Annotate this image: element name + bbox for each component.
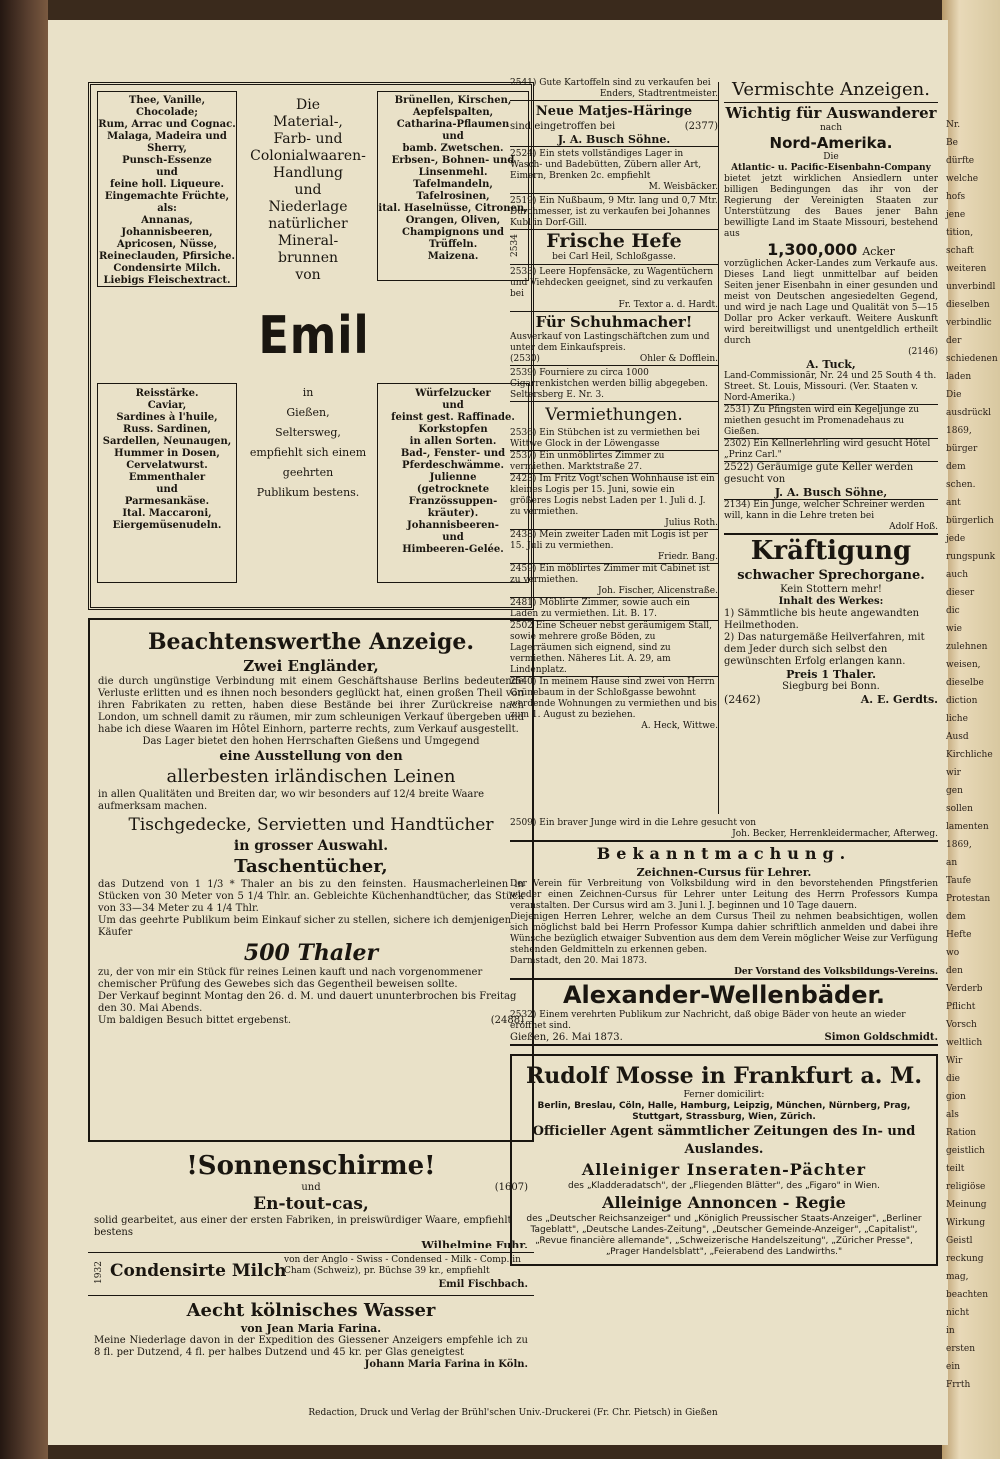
edge-fragment: wo	[946, 948, 960, 958]
edge-fragment: beachten	[946, 1290, 989, 1300]
edge-fragment: schiedenen	[946, 354, 998, 364]
fischbach-tl-line: Thee, Vanille, Chocolade;	[128, 95, 206, 118]
sonnen-name: Wilhelmine Fuhr.	[421, 1239, 528, 1248]
fischbach-bl-line: Reisstärke.	[135, 388, 199, 399]
fischbach-tr-line: ital. Haselnüsse, Citronen,	[378, 203, 528, 214]
edge-fragment: rungspunk	[946, 552, 996, 562]
column-rule	[718, 82, 719, 814]
fischbach-tl-line: Eingemachte Früchte,	[104, 191, 230, 202]
wide-b1: Der Verein für Verbreitung von Volksbildung wird in den bevorstehenden Pfingstferien wieder einen Zeichnen-Cursus für Lehrer unter Leitung des Herrn Professors Kumpa veranstalten. Der Cursus wird am 3. Juni l. J. beginnen und 10 Tage dauern.	[510, 879, 938, 911]
edge-fragment: Hefte	[946, 930, 972, 940]
fischbach-br-line: in allen Sorten.	[409, 436, 497, 447]
edge-fragment: reckung	[946, 1254, 984, 1264]
koeln-name: Johann Maria Farina in Köln.	[364, 1359, 528, 1370]
edge-fragment: Nr.	[946, 120, 961, 130]
fischbach-name	[91, 299, 534, 373]
mid-a7t: Für Schuhmacher!	[535, 313, 693, 331]
mid-v1: 2536) Ein Stübchen ist zu vermiethen bei Wittwe Glock in der Löwengasse	[510, 428, 718, 451]
mid-v3n: Julius Roth.	[510, 518, 718, 530]
fischbach-bl-line: und	[156, 484, 178, 495]
edge-fragment: weiteren	[946, 264, 987, 274]
edge-fragment: gen	[946, 786, 963, 796]
edge-fragment: weltlich	[946, 1038, 983, 1048]
right-r1: 2531) Zu Pfingsten wird ein Kegeljunge zu miethen gesucht im Promenadehaus zu Gießen.	[724, 405, 938, 439]
wide-m5: des „Kladderadatsch", der „Fliegenden Blätter", des „Figaro" in Wien.	[568, 1181, 880, 1191]
fischbach-top-right	[377, 91, 529, 281]
edge-fragment: Pflicht	[946, 1002, 976, 1012]
fischbach-tr-line: bamb. Zwetschen.	[402, 143, 504, 154]
mid-v3: 2423) Im Fritz Vogt'schen Wohnhause ist ein kleines Logis per 15. Juni, sowie ein größeres Logis nebst Laden per 1. Juli d. J. zu vermiethen.	[510, 474, 715, 517]
fischbach-bc-line: Gießen,	[286, 406, 330, 419]
fischbach-bl-line: Parmesankäse.	[124, 496, 210, 507]
sonnen-num: (1607)	[494, 1182, 528, 1193]
wide-bn: Der Vorstand des Volksbildungs-Vereins.	[510, 967, 938, 980]
edge-fragment: unverbindl	[946, 282, 996, 292]
fischbach-bl-line: Sardellen, Neunaugen,	[102, 436, 232, 447]
edge-fragment: tition,	[946, 228, 974, 238]
sonnen-und: und	[301, 1182, 321, 1193]
edge-fragment: bürger	[946, 444, 978, 454]
right-r3: 2522) Geräumige gute Keller werden gesucht von	[724, 462, 914, 485]
sonnen-sub: En-tout-cas,	[253, 1194, 369, 1214]
right-k6: 2) Das naturgemäße Heilverfahren, mit dem Jeder durch sich selbst den gewünschten Erfolg erlangen kann.	[724, 632, 925, 667]
fischbach-tr-line: Tafelmandeln,	[413, 179, 493, 190]
beachtens-p5: Um das geehrte Publikum beim Einkauf sicher zu stellen, sichere ich demjenigen Käufer	[98, 915, 512, 938]
edge-fragment: diction	[946, 696, 978, 706]
fischbach-br-line: Johannisbeeren-	[407, 520, 499, 531]
fischbach-tl-line: Punsch-Essenze	[122, 155, 212, 166]
beachtens-p4: das Dutzend von 1 1/3 * Thaler an bis zu den feinsten. Hausmacherleinen in Stücken von 30 Meter von 5 1/4 Thlr. an. Gebleichte Küchenhandtücher, das Stück von 33—34 Meter zu 4 1/4 Thlr.	[98, 879, 524, 914]
fischbach-tl-line: feine holl. Liqueure.	[110, 179, 224, 190]
fischbach-ad	[88, 82, 534, 610]
fischbach-tr-line: Brünellen, Kirschen,	[394, 95, 512, 106]
edge-fragment: dem	[946, 912, 966, 922]
mid-a7n: Ohler & Dofflein.	[639, 354, 718, 364]
mid-v6: 2481) Möblirte Zimmer, sowie auch ein Laden zu vermiethen. Lit. B. 17.	[510, 598, 718, 621]
fischbach-tl-line: Liebigs Fleischextract.	[103, 275, 231, 286]
mid-a7num: (2530)	[510, 354, 540, 364]
fischbach-br-line: Julienne	[429, 472, 477, 483]
fischbach-bl-line: Eiergemüsenudeln.	[112, 520, 222, 531]
wide-w1: 2509) Ein braver Junge wird in die Lehre gesucht von	[510, 818, 757, 828]
right-acker: Acker	[862, 245, 895, 258]
right-head: Vermischte Anzeigen.	[724, 78, 938, 103]
edge-fragment: Verderb	[946, 984, 983, 994]
edge-fragment: ein	[946, 1362, 961, 1372]
fischbach-br-line: Bad-, Fenster- und	[400, 448, 506, 459]
mid-v8: 2540) In meinem Hause sind zwei von Herrn Grünebaum in der Schloßgasse bewohnt werdende Wohnungen zu vermiethen und bis zum 1. August zu beziehen.	[510, 677, 717, 720]
fischbach-bl-line: Caviar,	[147, 400, 187, 411]
fischbach-tr-line: Aepfelspalten,	[412, 107, 494, 118]
wide-an: Simon Goldschmidt.	[824, 1032, 938, 1043]
edge-fragment: 1869,	[946, 840, 972, 850]
mid-a2t: Neue Matjes-Häringe	[535, 104, 693, 119]
fischbach-tc-line: Farb- und	[273, 131, 343, 147]
edge-fragment: der	[946, 336, 962, 346]
right-column	[724, 78, 938, 816]
mid-a6: 2533) Leere Hopfensäcke, zu Wagentüchern und Viehdecken geeignet, sind zu verkaufen bei	[510, 267, 714, 299]
right-t4: Die	[823, 152, 839, 162]
edge-fragment: Vorsch	[946, 1020, 977, 1030]
edge-fragment: dürfte	[946, 156, 975, 166]
fischbach-bottom-center	[243, 383, 373, 583]
edge-fragment: mag,	[946, 1272, 969, 1282]
beachtens-p7: Der Verkauf beginnt Montag den 26. d. M. und dauert ununterbrochen bis Freitag den 30. Mai Abends.	[98, 991, 517, 1014]
mid-v4n: Friedr. Bang.	[510, 552, 718, 564]
fischbach-tr-line: Linsenmehl.	[418, 167, 488, 178]
beachtens-h5: Taschentücher,	[234, 856, 388, 877]
edge-fragment: liche	[946, 714, 968, 724]
edge-fragment: bürgerlich	[946, 516, 994, 526]
beachtens-h4: in grosser Auswahl.	[233, 838, 389, 854]
wide-bs: Zeichnen-Cursus für Lehrer.	[636, 866, 812, 879]
edge-fragment: wie	[946, 624, 962, 634]
wide-bd: Darmstadt, den 20. Mai 1873.	[510, 956, 648, 966]
edge-fragment: Protestan	[946, 894, 991, 904]
fischbach-bc-line: empfiehlt sich einem	[249, 446, 367, 459]
edge-fragment: dieselbe	[946, 678, 984, 688]
fischbach-br-line: und	[442, 532, 464, 543]
mid-a2num: (2377)	[684, 121, 718, 132]
edge-fragment: gion	[946, 1092, 966, 1102]
mid-v8n: A. Heck, Wittwe.	[641, 721, 718, 731]
wide-section	[510, 818, 938, 1418]
fischbach-br-line: Korkstopfen	[418, 424, 488, 435]
edge-fragment: lamenten	[946, 822, 989, 832]
mid-a4: 2519) Ein Nußbaum, 9 Mtr. lang und 0,7 Mtr. Durchmesser, ist zu verkaufen bei Johannes Kubl in Dorf-Gill.	[510, 196, 718, 228]
fischbach-bl-line: Hummer in Dosen,	[114, 448, 220, 459]
fischbach-bl-line: Russ. Sardinen,	[123, 424, 211, 435]
mid-v5n: Joh. Fischer, Alicenstraße.	[510, 586, 718, 598]
edge-fragment: Wirkung	[946, 1218, 986, 1228]
wide-bt: Bekanntmachung.	[596, 844, 852, 863]
middle-column	[510, 78, 718, 816]
newspaper-page	[48, 20, 948, 1445]
edge-fragment: sollen	[946, 804, 973, 814]
beachtens-ad	[88, 618, 534, 1142]
edge-fragment: an	[946, 858, 958, 868]
fischbach-bottom-left	[97, 383, 237, 583]
koeln-ad	[88, 1300, 534, 1380]
beachtens-h2: allerbesten irländischen Leinen	[166, 766, 456, 787]
wide-m4: Alleiniger Inseraten-Pächter	[581, 1160, 867, 1179]
edge-fragment: Taufe	[946, 876, 972, 886]
fischbach-bc-line: Seltersweg,	[275, 426, 341, 439]
mid-a6n: Fr. Textor a. d. Hardt.	[510, 300, 718, 312]
edge-fragment: als	[946, 1110, 959, 1120]
edge-fragment: wir	[946, 768, 961, 778]
edge-fragment: verbindlic	[946, 318, 992, 328]
imprint-footer: Redaction, Druck und Verlag der Brühl'schen Univ.-Druckerei (Fr. Chr. Pietsch) in Gießen	[308, 1408, 718, 1418]
right-k9num: (2462)	[724, 693, 761, 706]
edge-fragment: Be	[946, 138, 958, 148]
mid-v2: 2537) Ein unmöblirtes Zimmer zu vermiethen. Marktstraße 27.	[510, 451, 718, 474]
fischbach-tc-line: brunnen	[277, 250, 338, 266]
edge-fragment: weisen,	[946, 660, 981, 670]
edge-fragment: jede	[946, 534, 966, 544]
fischbach-br-line: Würfelzucker	[415, 388, 491, 399]
edge-fragment: ant	[946, 498, 961, 508]
fischbach-br-line: (getrocknete Französsuppen-	[408, 484, 498, 507]
fischbach-top-left	[97, 91, 237, 287]
wide-m3: Officieller Agent sämmtlicher Zeitungen des In- und Auslandes.	[532, 1124, 916, 1157]
milch-num: 1932	[93, 1261, 104, 1284]
koeln-p1: Meine Niederlage davon in der Expedition des Giessener Anzeigers empfehle ich zu 8 fl. per Dutzend, 4 fl. per halbes Dutzend und 45 kr. per Glas geneigtest	[94, 1335, 528, 1358]
right-k9: A. E. Gerdts.	[860, 693, 938, 706]
beachtens-h3: Tischgedecke, Servietten und Handtücher	[128, 815, 494, 835]
milch-title: Condensirte Milch	[110, 1261, 287, 1281]
milch-ad	[88, 1252, 534, 1296]
edge-fragment: teilt	[946, 1164, 965, 1174]
fischbach-title: Emil	[258, 306, 370, 366]
edge-fragment: nicht	[946, 1308, 970, 1318]
fischbach-tl-line: als:	[157, 203, 177, 214]
fischbach-tr-line: Catharina-Pflaumen	[396, 119, 510, 130]
mid-a1: 2541) Gute Kartoffeln sind zu verkaufen bei	[510, 78, 711, 88]
mid-v5: 2459) Ein möblirtes Zimmer mit Cabinet ist zu vermiethen.	[510, 564, 710, 585]
adjacent-page-text	[942, 0, 1000, 1459]
beachtens-sub: Zwei Engländer,	[243, 657, 379, 675]
edge-fragment: Wir	[946, 1056, 963, 1066]
edge-fragment: religiöse	[946, 1182, 986, 1192]
edge-fragment: Meinung	[946, 1200, 987, 1210]
fischbach-br-line: feinst gest. Raffinade.	[391, 412, 515, 423]
fischbach-tc-line: und	[294, 182, 322, 198]
fischbach-tc-line: Colonialwaaren-	[250, 148, 366, 164]
book-binding	[0, 0, 48, 1459]
right-k3: Kein Stottern mehr!	[780, 584, 882, 595]
beachtens-p6: zu, der von mir ein Stück für reines Leinen kauft und nach vorgenommener chemischer Prüfung des Gewebes sich das Gegentheil beweisen sollte.	[98, 967, 483, 990]
fischbach-tr-line: Tafelrosinen,	[416, 191, 490, 202]
beachtens-p2: Das Lager bietet den hohen Herrschaften Gießens und Umgegend	[142, 736, 480, 747]
milch-name: Emil Fischbach.	[438, 1279, 528, 1290]
edge-fragment: dem	[946, 462, 966, 472]
mid-a2: sind eingetroffen bei	[510, 121, 616, 132]
fischbach-tl-line: und	[156, 167, 178, 178]
edge-fragment: zulehnen	[946, 642, 988, 652]
edge-fragment: Frrth	[946, 1380, 971, 1390]
wide-m1: Ferner domicilirt:	[683, 1090, 765, 1100]
edge-fragment: Geistl	[946, 1236, 973, 1246]
fischbach-tc-line: Material-,	[273, 114, 343, 130]
fischbach-bc-line: in	[302, 386, 314, 399]
fischbach-tl-line: Condensirte Milch.	[113, 263, 221, 274]
fischbach-br-line: und	[442, 400, 464, 411]
right-name: A. Tuck,	[806, 358, 856, 371]
mid-v7: 2502 Eine Scheuer nebst geräumigem Stall, sowie mehrere große Böden, zu Lagerräumen sich eignend, sind zu vermiethen. Näheres Lit. A. 29, am Lindenplatz.	[510, 621, 718, 677]
right-p3: Land-Commissionär, Nr. 24 und 25 South 4 th. Street. St. Louis, Missouri. (Ver. Staaten v. Nord-Amerika.)	[724, 371, 937, 403]
fischbach-tl-line: Malaga, Madeira und Sherry,	[107, 131, 227, 154]
edge-fragment: laden	[946, 372, 972, 382]
right-r4: 2134) Ein Junge, welcher Schreiner werden will, kann in die Lehre treten bei	[724, 500, 925, 521]
fischbach-bc-line: geehrten	[282, 466, 334, 479]
edge-fragment: schen.	[946, 480, 976, 490]
fischbach-bl-line: Ital. Maccaroni,	[122, 508, 212, 519]
mid-a5: bei Carl Heil, Schloßgasse.	[552, 252, 676, 262]
fischbach-tl-line: Rum, Arrac und Cognac.	[98, 119, 236, 130]
fischbach-tr-line: Champignons und	[402, 227, 504, 238]
edge-fragment: Ausd	[946, 732, 969, 742]
wide-w1n: Joh. Becker, Herrenkleidermacher, Afterweg.	[510, 829, 938, 842]
edge-fragment: hofs	[946, 192, 966, 202]
mid-a1n: Enders, Stadtrentmeister.	[510, 89, 718, 101]
beachtens-h6: 500 Thaler	[243, 940, 379, 966]
fischbach-bottom-right	[377, 383, 529, 583]
koeln-title: Aecht kölnisches Wasser	[186, 1300, 436, 1321]
wide-m6: Alleinige Annoncen - Regie	[602, 1193, 846, 1212]
fischbach-tc-line: Die	[296, 97, 320, 113]
fischbach-tl-line: Annanas, Johannisbeeren,	[121, 215, 213, 238]
fischbach-bl-line: Emmenthaler	[128, 472, 206, 483]
right-k4: Inhalt des Werkes:	[778, 596, 884, 607]
fischbach-tr-line: und	[442, 131, 464, 142]
mid-a5t: Frische Hefe	[546, 230, 682, 252]
wide-m7: des „Deutscher Reichsanzeiger" und „Königlich Preussischer Staats-Anzeiger", „Berliner Tageblatt", „Deutsche Landes-Zeitung", „Deutscher Gemeinde-Anzeiger", „Capitalist", „Revue financière allemande", „Schweizerische Handelszeitung", „Züricher Presse", „Prager Handelsblatt", „Feierabend des Landwirths."	[526, 1214, 922, 1257]
sonnen-p1: solid gearbeitet, aus einer der ersten Fabriken, in preiswürdiger Waare, empfiehlt bestens	[94, 1215, 512, 1238]
fischbach-top-center	[243, 91, 373, 301]
fischbach-tc-line: natürlicher	[268, 216, 348, 232]
fischbach-tr-line: Orangen, Oliven,	[405, 215, 501, 226]
fischbach-tr-line: Erbsen-, Bohnen- und	[391, 155, 515, 166]
edge-fragment: geistlich	[946, 1146, 985, 1156]
right-t3: Nord-Amerika.	[769, 134, 893, 152]
wide-ad: Gießen, 26. Mai 1873.	[510, 1032, 623, 1043]
edge-fragment: auch	[946, 570, 968, 580]
wide-at: Alexander-Wellenbäder.	[562, 981, 886, 1009]
mid-a3n: M. Weisbäcker.	[510, 182, 718, 194]
right-p2: vorzüglichen Acker-Landes zum Verkaufe aus. Dieses Land liegt unmittelbar auf beiden Seiten jener Eisenbahn in einer gesunden und meist von Deutschen angesiedelten Gegend, und wird je nach Lage und Qualität von 5—15 Dollar pro Acker verkauft. Weitere Auskunft wird bereitwilligst und unentgeldlich ertheilt durch	[724, 259, 938, 346]
right-r4n: Adolf Hoß.	[724, 522, 938, 535]
mid-a5num: 2534	[510, 234, 520, 257]
edge-fragment: welche	[946, 174, 979, 184]
beachtens-p8: Um baldigen Besuch bittet ergebenst.	[98, 1015, 292, 1026]
beachtens-p3: in allen Qualitäten und Breiten dar, wo wir besonders auf 12/4 breite Waare aufmerksam machen.	[98, 789, 485, 812]
edge-fragment: jene	[946, 210, 966, 220]
wide-m2: Berlin, Breslau, Cöln, Halle, Hamburg, Leipzig, München, Nürnberg, Prag, Stuttgart, Strassburg, Wien, Zürich.	[537, 1101, 911, 1122]
right-t1: Wichtig für Auswanderer	[725, 104, 937, 122]
right-k1: Kräftigung	[750, 536, 912, 566]
right-t2: nach	[820, 123, 842, 133]
right-k2: schwacher Sprechorgane.	[737, 568, 925, 583]
right-k7: Preis 1 Thaler.	[786, 668, 876, 681]
fischbach-tl-line: Reineclauden, Pfirsiche.	[98, 251, 236, 262]
edge-fragment: ausdrückl	[946, 408, 992, 418]
edge-fragment: Kirchliche	[946, 750, 993, 760]
edge-fragment: 1869,	[946, 426, 972, 436]
edge-fragment: dieselben	[946, 300, 990, 310]
wide-a1: 2532) Einem verehrten Publikum zur Nachricht, daß obige Bäder von heute an wieder eröffnet sind.	[510, 1010, 906, 1031]
right-num: (2146)	[908, 347, 938, 357]
milch-p1: von der Anglo - Swiss - Condensed - Milk - Comp. in Cham (Schweiz), pr. Büchse 39 kr., empfiehlt	[284, 1255, 521, 1276]
fischbach-tc-line: von	[295, 267, 321, 283]
fischbach-tr-line: Trüffeln.	[428, 239, 478, 250]
beachtens-num: (2488)	[490, 1015, 524, 1026]
sonnen-title: !Sonnenschirme!	[186, 1151, 436, 1181]
wide-b2: Diejenigen Herren Lehrer, welche an dem Cursus Theil zu nehmen beabsichtigen, wollen sich möglichst bald bei Herrn Professor Kumpa dahier schriftlich anmelden und dabei ihre Wünsche bezüglich etwaiger Subvention aus dem dem Verein möglicher Weise zur Verfügung stehenden Geldmitteln zu erkennen geben.	[510, 912, 938, 955]
mid-vt: Vermiethungen.	[545, 405, 683, 425]
fischbach-tc-line: Handlung	[272, 165, 343, 181]
fischbach-bc-line: Publikum bestens.	[256, 486, 360, 499]
koeln-sub: von Jean Maria Farina.	[240, 1322, 382, 1335]
sonnen-ad	[88, 1148, 534, 1248]
edge-fragment: in	[946, 1326, 955, 1336]
fischbach-tr-line: Maizena.	[427, 251, 479, 262]
fischbach-br-line: kräuter).	[427, 508, 479, 519]
edge-fragment: schaft	[946, 246, 974, 256]
fischbach-br-line: Himbeeren-Gelée.	[402, 544, 504, 555]
right-r2: 2302) Ein Kellnerlehrling wird gesucht Hôtel „Prinz Carl."	[724, 439, 938, 462]
right-t5: Atlantic- u. Pacific-Eisenbahn-Company	[731, 163, 931, 173]
right-p1: bietet jetzt wirklichen Ansiedlern unter billigen Bedingungen das ihr von der Regierung der Vereinigten Staaten zur Unterstützung des Baues jener Bahn bewilligte Land im Staate Missouri, bestehend aus	[724, 174, 938, 239]
right-r3n: J. A. Busch Söhne,	[724, 486, 938, 500]
mid-v4: 2438) Mein zweiter Laden mit Logis ist per 15. Juli zu vermiethen.	[510, 530, 708, 551]
fischbach-br-line: Pferdeschwämme.	[402, 460, 504, 471]
mosse-ad	[510, 1054, 938, 1266]
edge-fragment: Ration	[946, 1128, 977, 1138]
mid-a7: Ausverkauf von Lastingschäftchen zum und unter dem Einkaufspreis.	[510, 332, 710, 353]
fischbach-tc-line: Mineral-	[277, 233, 339, 249]
fischbach-tl-line: Apricosen, Nüsse,	[116, 239, 218, 250]
right-k8: Siegburg bei Bonn.	[782, 681, 880, 692]
mid-a8: 2539) Fourniere zu circa 1000 Cigarrenkistchen werden billig abgegeben. Seltersberg E. Nr. 3.	[510, 368, 718, 402]
edge-fragment: Die	[946, 390, 962, 400]
edge-fragment: den	[946, 966, 963, 976]
mid-a2n: J. A. Busch Söhne.	[510, 133, 718, 147]
fischbach-bl-line: Cervelatwurst.	[126, 460, 208, 471]
edge-fragment: dieser	[946, 588, 975, 598]
mid-a3: 2524) Ein stets vollständiges Lager in Wasch- und Badebütten, Zübern aller Art, Eimern, Brenken 2c. empfiehlt	[510, 149, 702, 181]
beachtens-title: Beachtenswerthe Anzeige.	[147, 629, 475, 655]
fischbach-bl-line: Sardines à l'huile,	[116, 412, 218, 423]
beachtens-p1: die durch ungünstige Verbindung mit einem Geschäftshause Berlins bedeutende Verluste erlitten und es ihnen noch besonders geglückt hat, einen großen Theil von ihren Fabrikaten zu retten, haben diese Bestände bei ihrer Zurückreise nach London, um schnell damit zu räumen, mir zum schleunigen Verkauf übergeben und habe ich diese Waaren im Hôtel Einhorn, parterre rechts, zum Verkauf ausgestellt.	[98, 676, 524, 735]
beachtens-h1: eine Ausstellung von den	[219, 749, 403, 764]
fischbach-tc-line: Niederlage	[268, 199, 348, 215]
right-k5: 1) Sämmtliche bis heute angewandten Heilmethoden.	[724, 608, 920, 631]
edge-fragment: ersten	[946, 1344, 975, 1354]
edge-fragment: die	[946, 1074, 960, 1084]
right-big: 1,300,000	[767, 240, 858, 259]
edge-fragment: dic	[946, 606, 960, 616]
wide-mt: Rudolf Mosse in Frankfurt a. M.	[525, 1063, 923, 1089]
